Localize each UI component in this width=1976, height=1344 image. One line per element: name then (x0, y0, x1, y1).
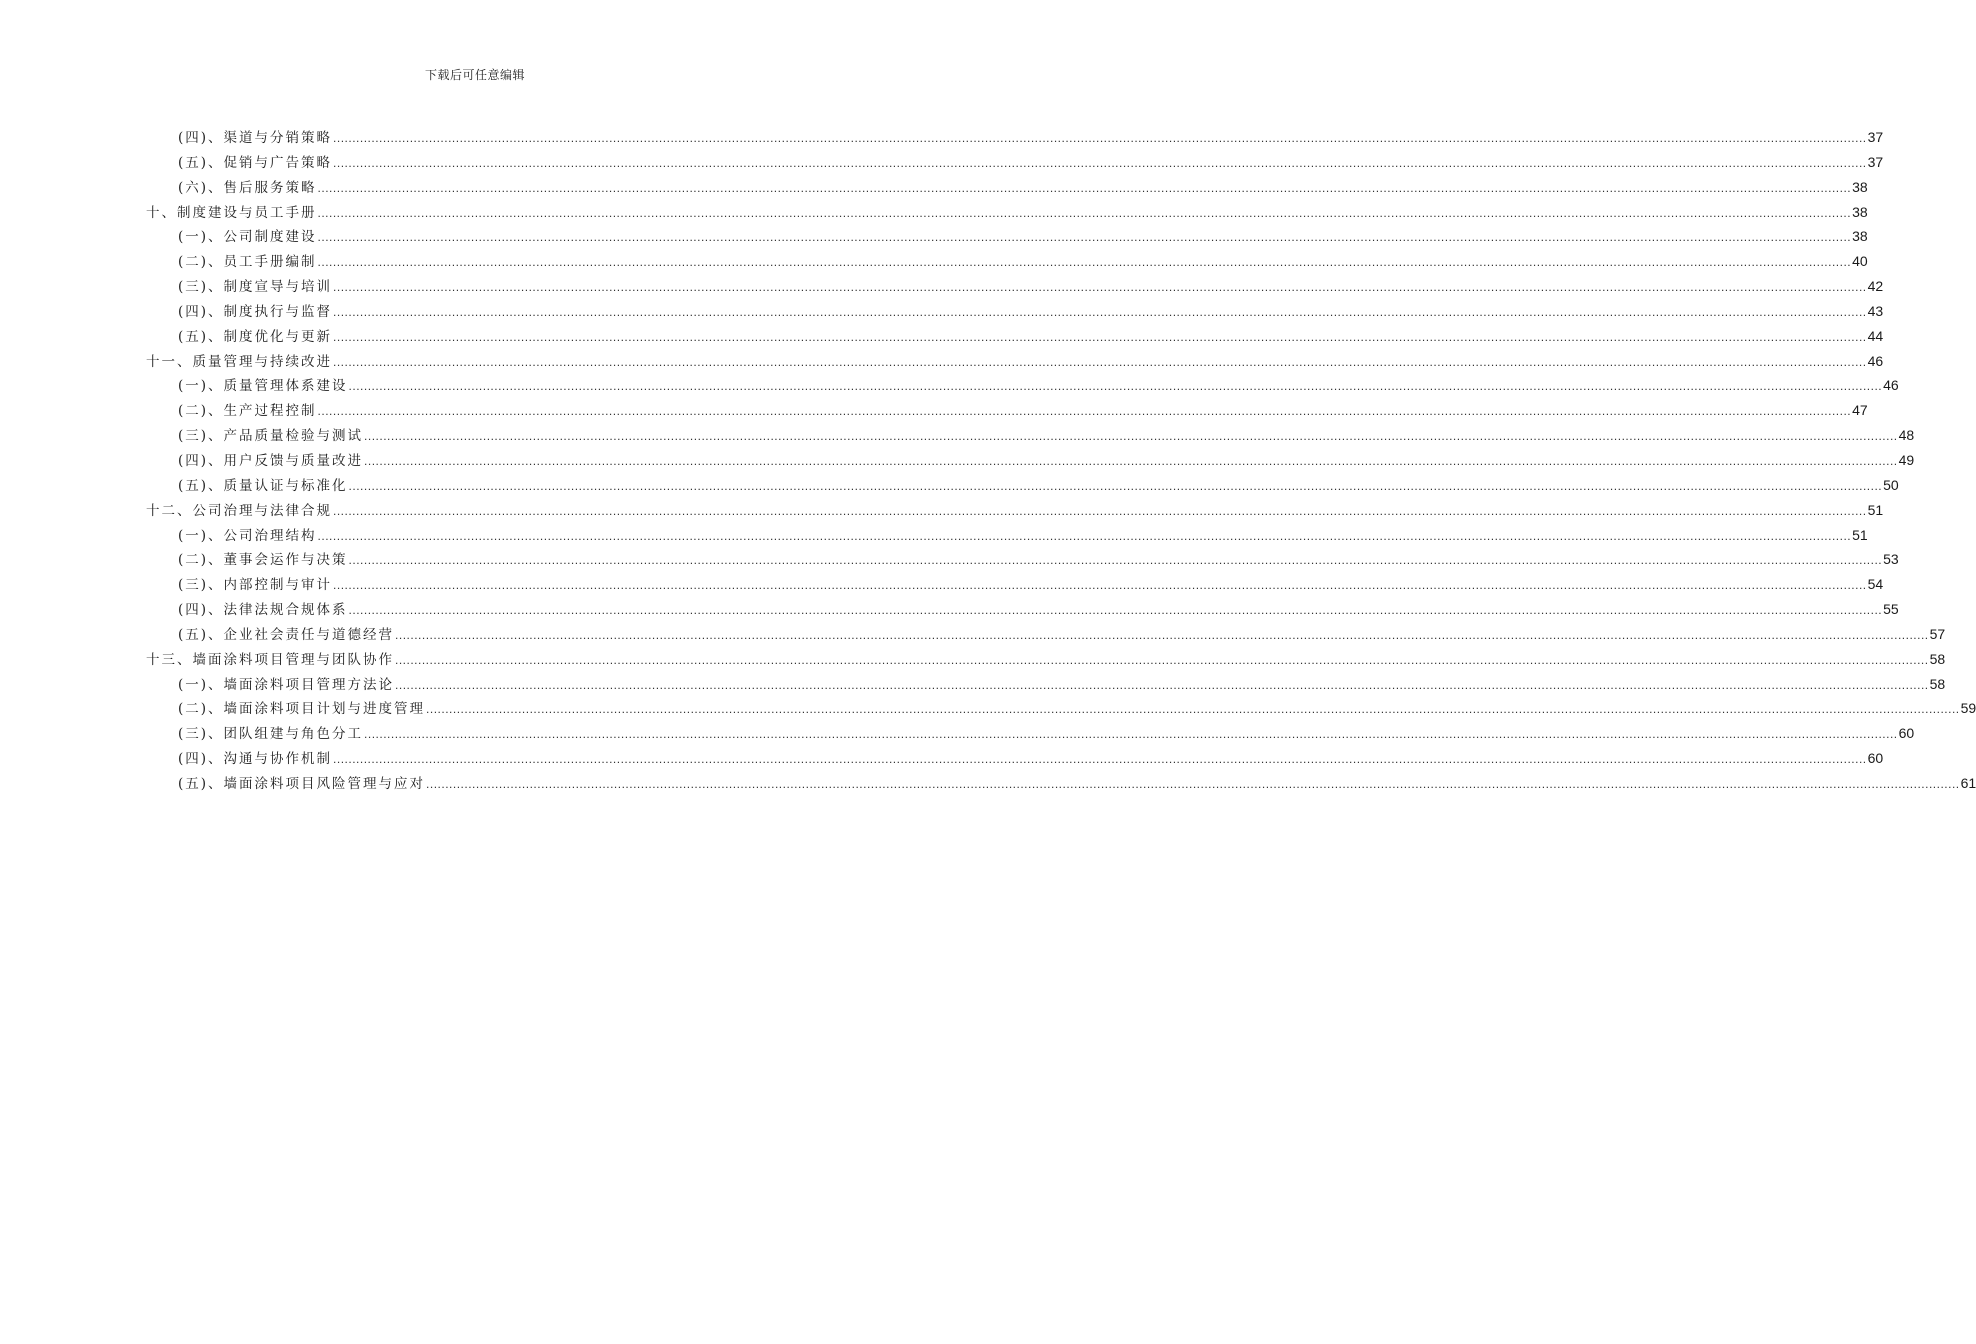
toc-dot-leader: ................................................................................................................................................................................................................................................................................................................................................................................................................ (333, 131, 1867, 145)
toc-section-entry[interactable] (146, 150, 1884, 175)
toc-dot-leader: ................................................................................................................................................................................................................................................................................................................................................................................................................ (426, 776, 1960, 791)
toc-dot-leader: ................................................................................................................................................................................................................................................................................................................................................................................................................ (333, 280, 1867, 295)
toc-entry-title: (三)、产品质量检验与测试 (178, 428, 364, 445)
page-header: 下载后可任意编辑 (424, 68, 525, 82)
toc-entry-page-number: 54 (1867, 576, 1884, 593)
toc-dot-leader: ................................................................................................................................................................................................................................................................................................................................................................................................................ (317, 528, 1852, 543)
toc-dot-leader: ................................................................................................................................................................................................................................................................................................................................................................................................................ (333, 329, 1867, 344)
toc-entry-page-number: 61 (1960, 774, 1976, 791)
toc-section-entry[interactable] (146, 696, 1976, 721)
toc-dot-leader: ................................................................................................................................................................................................................................................................................................................................................................................................................ (317, 255, 1852, 270)
toc-section-entry[interactable] (146, 547, 1899, 572)
toc-dot-leader: ................................................................................................................................................................................................................................................................................................................................................................................................................ (395, 677, 1929, 692)
toc-section-entry[interactable] (146, 572, 1884, 597)
toc-entry-page-number: 38 (1852, 228, 1868, 245)
toc-dot-leader: ................................................................................................................................................................................................................................................................................................................................................................................................................ (395, 652, 1929, 667)
toc-entry-page-number: 38 (1852, 203, 1868, 220)
toc-entry-title: (五)、制度优化与更新 (178, 328, 333, 345)
toc-entry-page-number: 46 (1867, 352, 1884, 369)
toc-section-entry[interactable] (146, 746, 1884, 771)
table-of-contents (146, 125, 1976, 796)
toc-entry-title: (五)、质量认证与标准化 (178, 477, 348, 494)
toc-entry-page-number: 49 (1898, 451, 1915, 468)
toc-entry-page-number: 42 (1867, 278, 1884, 295)
toc-entry-page-number: 48 (1898, 427, 1915, 444)
toc-dot-leader: ................................................................................................................................................................................................................................................................................................................................................................................................................ (364, 727, 1898, 742)
toc-entry-title: (六)、售后服务策略 (178, 179, 317, 196)
toc-section-entry[interactable] (146, 125, 1884, 150)
toc-entry-title: (五)、促销与广告策略 (178, 154, 333, 171)
toc-entry-title: (五)、墙面涂料项目风险管理与应对 (178, 775, 426, 792)
toc-entry-title: (一)、墙面涂料项目管理方法论 (178, 676, 395, 693)
toc-entry-page-number: 50 (1883, 476, 1899, 493)
toc-entry-page-number: 58 (1929, 650, 1946, 667)
toc-dot-leader: ................................................................................................................................................................................................................................................................................................................................................................................................................ (364, 429, 1898, 444)
toc-dot-leader: ................................................................................................................................................................................................................................................................................................................................................................................................................ (333, 354, 1867, 369)
toc-entry-title: 十三、墙面涂料项目管理与团队协作 (146, 651, 394, 668)
toc-dot-leader: ................................................................................................................................................................................................................................................................................................................................................................................................................ (317, 404, 1852, 419)
toc-entry-title: (二)、墙面涂料项目计划与进度管理 (178, 701, 426, 718)
toc-entry-page-number: 40 (1852, 253, 1868, 270)
toc-section-entry[interactable] (146, 448, 1915, 473)
toc-section-entry[interactable] (146, 373, 1899, 398)
toc-entry-page-number: 37 (1867, 129, 1884, 145)
toc-chapter-entry[interactable] (146, 349, 1884, 374)
toc-dot-leader: ................................................................................................................................................................................................................................................................................................................................................................................................................ (348, 603, 1883, 618)
toc-entry-title: (四)、法律法规合规体系 (178, 602, 348, 619)
toc-section-entry[interactable] (146, 473, 1899, 498)
toc-dot-leader: ................................................................................................................................................................................................................................................................................................................................................................................................................ (317, 205, 1852, 220)
toc-section-entry[interactable] (146, 523, 1868, 548)
toc-dot-leader: ................................................................................................................................................................................................................................................................................................................................................................................................................ (426, 702, 1960, 717)
toc-entry-title: (五)、企业社会责任与道德经营 (178, 626, 395, 643)
toc-entry-page-number: 57 (1929, 625, 1946, 642)
toc-entry-page-number: 53 (1883, 551, 1899, 568)
toc-entry-title: (三)、团队组建与角色分工 (178, 726, 364, 743)
toc-section-entry[interactable] (146, 324, 1884, 349)
toc-entry-page-number: 44 (1867, 327, 1884, 344)
toc-dot-leader: ................................................................................................................................................................................................................................................................................................................................................................................................................ (317, 180, 1852, 195)
toc-section-entry[interactable] (146, 622, 1946, 647)
toc-entry-page-number: 46 (1883, 377, 1899, 394)
toc-dot-leader: ................................................................................................................................................................................................................................................................................................................................................................................................................ (348, 478, 1883, 493)
toc-entry-title: (二)、员工手册编制 (178, 254, 317, 271)
toc-entry-title: (三)、内部控制与审计 (178, 577, 333, 594)
toc-entry-page-number: 60 (1867, 750, 1884, 767)
toc-entry-page-number: 51 (1867, 501, 1884, 518)
toc-dot-leader: ................................................................................................................................................................................................................................................................................................................................................................................................................ (348, 379, 1883, 394)
toc-dot-leader: ................................................................................................................................................................................................................................................................................................................................................................................................................ (333, 578, 1867, 593)
toc-section-entry[interactable] (146, 274, 1884, 299)
toc-entry-title: (四)、制度执行与监督 (178, 303, 333, 320)
toc-chapter-entry[interactable] (146, 498, 1884, 523)
toc-dot-leader: ................................................................................................................................................................................................................................................................................................................................................................................................................ (395, 627, 1929, 642)
toc-entry-title: (四)、沟通与协作机制 (178, 751, 333, 768)
toc-section-entry[interactable] (146, 249, 1868, 274)
toc-entry-title: 十二、公司治理与法律合规 (146, 502, 332, 519)
toc-section-entry[interactable] (146, 398, 1868, 423)
toc-dot-leader: ................................................................................................................................................................................................................................................................................................................................................................................................................ (364, 453, 1898, 468)
toc-entry-title: (一)、质量管理体系建设 (178, 378, 348, 395)
toc-entry-title: (二)、生产过程控制 (178, 403, 317, 420)
toc-entry-page-number: 43 (1867, 302, 1884, 319)
toc-entry-page-number: 59 (1960, 700, 1976, 717)
toc-dot-leader: ................................................................................................................................................................................................................................................................................................................................................................................................................ (333, 503, 1867, 518)
toc-entry-title: 十、制度建设与员工手册 (146, 204, 317, 221)
toc-dot-leader: ................................................................................................................................................................................................................................................................................................................................................................................................................ (333, 155, 1867, 170)
toc-section-entry[interactable] (146, 299, 1884, 324)
toc-dot-leader: ................................................................................................................................................................................................................................................................................................................................................................................................................ (317, 230, 1852, 245)
toc-entry-title: (二)、董事会运作与决策 (178, 552, 348, 569)
toc-entry-page-number: 37 (1867, 153, 1884, 170)
toc-entry-page-number: 47 (1852, 402, 1868, 419)
toc-section-entry[interactable] (146, 771, 1976, 796)
toc-entry-page-number: 60 (1898, 725, 1915, 742)
toc-entry-title: (一)、公司制度建设 (178, 229, 317, 246)
toc-entry-page-number: 51 (1852, 526, 1868, 543)
toc-section-entry[interactable] (146, 721, 1915, 746)
toc-section-entry[interactable] (146, 175, 1868, 200)
toc-chapter-entry[interactable] (146, 647, 1946, 672)
toc-dot-leader: ................................................................................................................................................................................................................................................................................................................................................................................................................ (348, 553, 1883, 568)
toc-entry-page-number: 55 (1883, 601, 1899, 618)
toc-section-entry[interactable] (146, 672, 1946, 697)
toc-dot-leader: ................................................................................................................................................................................................................................................................................................................................................................................................................ (333, 304, 1867, 319)
toc-entry-title: (四)、用户反馈与质量改进 (178, 452, 364, 469)
toc-entry-title: (四)、渠道与分销策略 (178, 130, 333, 146)
toc-entry-title: 十一、质量管理与持续改进 (146, 353, 332, 370)
toc-section-entry[interactable] (146, 224, 1868, 249)
toc-entry-page-number: 58 (1929, 675, 1946, 692)
toc-entry-page-number: 38 (1852, 178, 1868, 195)
toc-section-entry[interactable] (146, 423, 1915, 448)
toc-dot-leader: ................................................................................................................................................................................................................................................................................................................................................................................................................ (333, 752, 1867, 767)
toc-entry-title: (三)、制度宣导与培训 (178, 279, 333, 296)
toc-section-entry[interactable] (146, 597, 1899, 622)
toc-chapter-entry[interactable] (146, 200, 1868, 225)
toc-entry-title: (一)、公司治理结构 (178, 527, 317, 544)
